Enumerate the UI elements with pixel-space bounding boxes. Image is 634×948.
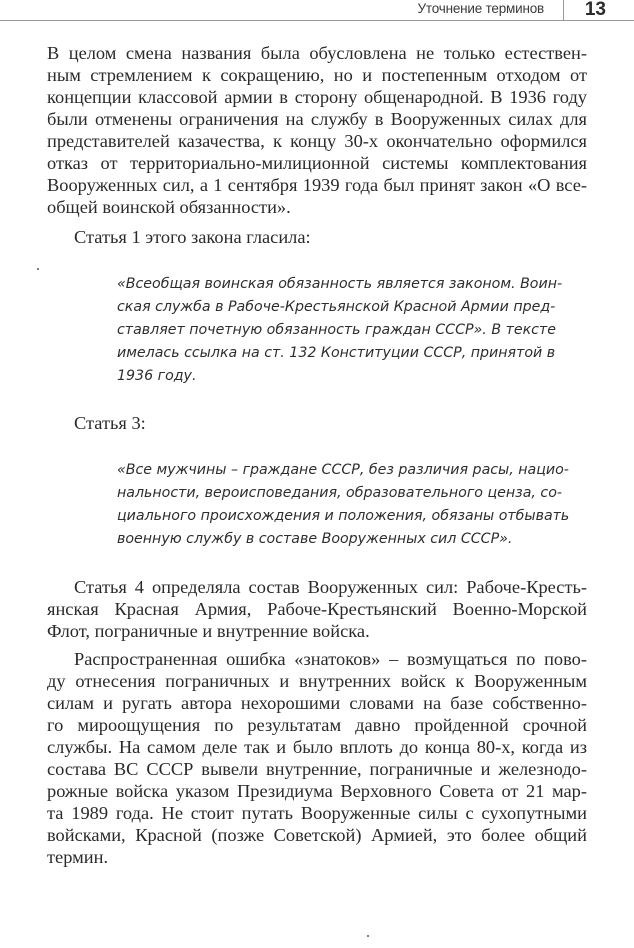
text-line: янская Красная Армия, Рабоче-Крестьянский Военно-Морской: [47, 599, 587, 619]
quote-line: имелась ссылка на ст. 132 Конституции СССР, принятой в: [117, 345, 556, 361]
scan-speck: [37, 268, 39, 270]
text-line: представителей казачества, к концу 30-х окончательно оформился: [47, 131, 587, 151]
quote-line: «Всеобщая воинская обязанность является законом. Воин-: [117, 276, 563, 292]
quote-line: ставляет почетную обязанность граждан СССР». В тексте: [117, 322, 556, 338]
text-line: были отменены ограничения на службу в Вооруженных силах для: [47, 109, 587, 129]
article-1-intro: Статья 1 этого закона гласила:: [74, 227, 311, 247]
header-rule: [0, 20, 634, 21]
text-line: службы. На самом деле так и было вплоть до конца 80-х, когда из: [47, 737, 587, 757]
text-line: Вооруженных сил, а 1 сентября 1939 года был принят закон «О все-: [47, 175, 587, 195]
header-divider: [563, 0, 564, 20]
running-head: Уточнение терминов: [417, 1, 544, 16]
text-line: термин.: [47, 847, 109, 867]
text-line: состава ВС СССР вывели внутренние, пограничные и железнодо-: [47, 759, 587, 779]
scan-speck: [367, 935, 369, 937]
text-line: Статья 4 определяла состав Вооруженных сил: Рабоче-Кресть-: [74, 577, 587, 597]
quote-line: военную службу в составе Вооруженных сил СССР».: [117, 531, 513, 547]
text-line: Распространенная ошибка «знатоков» – возмущаться по пово-: [74, 649, 587, 669]
quote-line: ская служба в Рабоче-Крестьянской Красной Армии пред-: [117, 299, 556, 315]
quote-line: нальности, вероисповедания, образовательного ценза, со-: [117, 485, 563, 501]
text-line: концепции классовой армии в сторону общенародной. В 1936 году: [47, 87, 587, 107]
text-line: общей воинской обязанности».: [47, 197, 291, 217]
quote-line: циального происхождения и положения, обязаны отбывать: [117, 508, 570, 524]
text-line: го мироощущения по результатам давно пройденной срочной: [47, 715, 587, 735]
text-line: рожные войска указом Президиума Верховного Совета от 21 мар-: [47, 781, 587, 801]
quote-line: «Все мужчины – граждане СССР, без различия расы, нацио-: [117, 462, 569, 478]
page-number: 13: [584, 0, 606, 20]
text-line: В целом смена названия была обусловлена не только естествен-: [47, 43, 587, 63]
text-line: отказ от территориально-милиционной системы комплектования: [47, 153, 587, 173]
text-line: войсками, Красной (позже Советской) Армией, это более общий: [47, 825, 587, 845]
quote-line: 1936 году.: [117, 368, 197, 384]
text-line: та 1989 года. Не стоит путать Вооруженные силы с сухопутными: [47, 803, 587, 823]
article-3-intro: Статья 3:: [74, 413, 146, 433]
text-line: Флот, пограничные и внутренние войска.: [47, 621, 370, 641]
text-line: ным стремлением к сокращению, но и постепенным отходом от: [47, 65, 587, 85]
text-line: силам и ругать автора нехорошими словами на базе собственно-: [47, 693, 587, 713]
text-line: ду отнесения пограничных и внутренних войск к Вооруженным: [47, 671, 587, 691]
